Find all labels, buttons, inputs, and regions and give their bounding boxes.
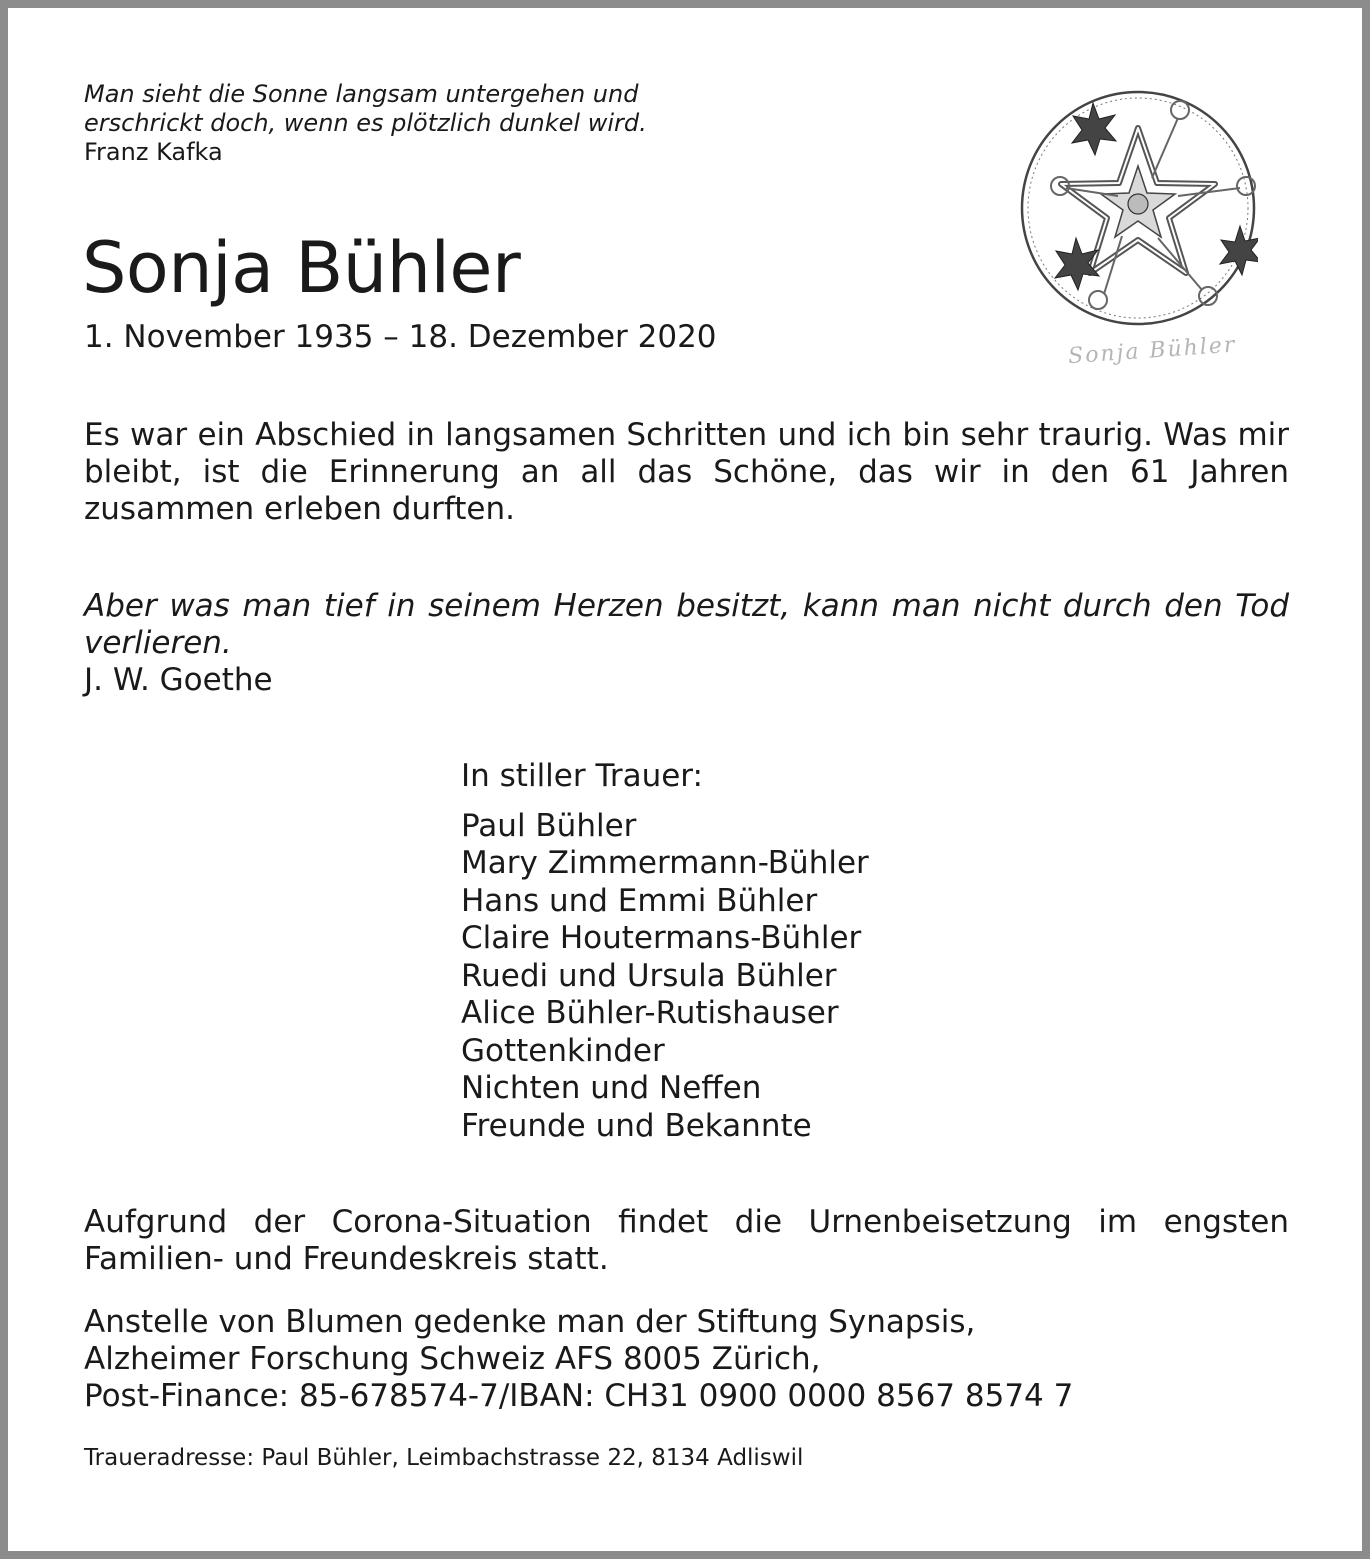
mourner-name: Nichten und Neffen bbox=[461, 1070, 762, 1106]
mourner-name: Hans und Emmi Bühler bbox=[461, 882, 818, 919]
donation-notice bbox=[84, 1304, 1289, 1415]
mourner-name: Ruedi und Ursula Bühler bbox=[461, 957, 837, 994]
kafka-quote-line-2: erschrickt doch, wenn es plötzlich dunkel wird. bbox=[84, 109, 647, 137]
goethe-quote: Aber was man tief in seinem Herzen besitzt, kann man nicht durch den Tod verlieren. bbox=[84, 588, 1289, 661]
artist-signature: Sonja Bühler bbox=[1067, 332, 1238, 370]
donation-line-2: Alzheimer Forschung Schweiz AFS 8005 Zürich, bbox=[84, 1341, 821, 1377]
mourner-name: Alice Bühler-Rutishauser bbox=[461, 995, 839, 1031]
deceased-name: Sonja Bühler bbox=[82, 227, 521, 309]
donation-line-3: Post-Finance: 85-678574-7/IBAN: CH31 0900 0000 8567 8574 7 bbox=[84, 1378, 1074, 1414]
kafka-quote-line-1: Man sieht die Sonne langsam untergehen und bbox=[84, 80, 639, 108]
mourners-heading: In stiller Trauer: bbox=[461, 758, 703, 794]
kafka-quote-author: Franz Kafka bbox=[84, 138, 223, 166]
farewell-paragraph: Es war ein Abschied in langsamen Schritten und ich bin sehr traurig. Was mir bleibt, ist die Erinnerung an all das Schöne, das wir in den 61 Jahren zusammen erleben durften. bbox=[84, 417, 1289, 527]
mourner-name: Claire Houtermans-Bühler bbox=[461, 920, 862, 956]
mourner-name: Gottenkinder bbox=[461, 1032, 665, 1069]
obituary-page bbox=[8, 8, 1362, 1551]
mourners-list bbox=[461, 808, 869, 1146]
mourner-name: Paul Bühler bbox=[461, 807, 637, 844]
mourners-block bbox=[461, 758, 869, 1145]
mourner-name: Freunde und Bekannte bbox=[461, 1107, 812, 1144]
mourner-name: Mary Zimmermann-Bühler bbox=[461, 845, 869, 881]
donation-line-1: Anstelle von Blumen gedenke man der Stiftung Synapsis, bbox=[84, 1304, 976, 1340]
mourning-address: Traueradresse: Paul Bühler, Leimbachstrasse 22, 8134 Adliswil bbox=[84, 1445, 804, 1471]
kafka-quote bbox=[84, 80, 784, 167]
life-dates: 1. November 1935 – 18. Dezember 2020 bbox=[84, 319, 717, 355]
corona-notice: Aufgrund der Corona-Situation findet die Urnenbeisetzung im engsten Familien- und Freundeskreis statt. bbox=[84, 1204, 1289, 1277]
mandala-svg bbox=[1018, 88, 1258, 328]
star-mandala-drawing-icon bbox=[1018, 88, 1258, 328]
goethe-quote-author: J. W. Goethe bbox=[84, 662, 273, 698]
